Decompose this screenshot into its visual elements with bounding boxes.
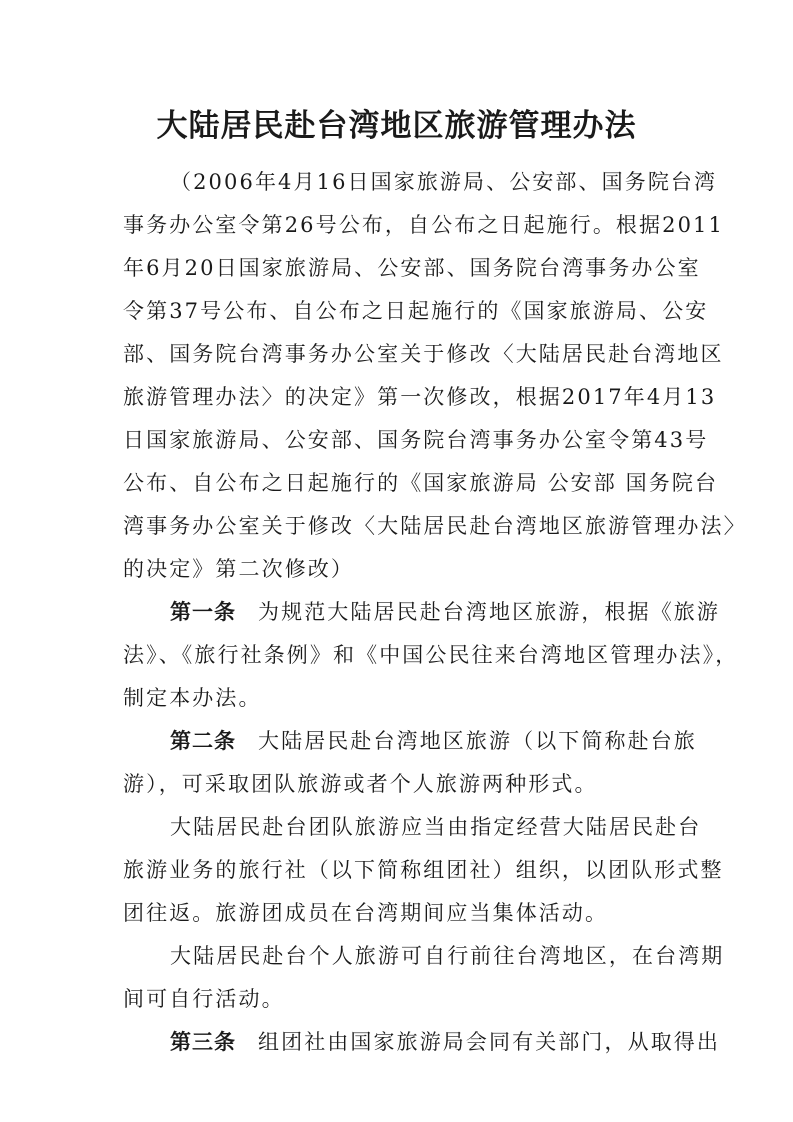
article-3-line — [170, 1027, 720, 1057]
preamble-line: 湾事务办公室关于修改〈大陆居民赴台湾地区旅游管理办法〉 — [123, 514, 747, 538]
article-2-line: 游），可采取团队旅游或者个人旅游两种形式。 — [123, 772, 598, 796]
article-2-para2-line: 大陆居民赴台团队旅游应当由指定经营大陆居民赴台 — [170, 815, 702, 839]
preamble-line: 公布、自公布之日起施行的《国家旅游局 公安部 国务院台 — [123, 471, 719, 495]
article-2-label: 第二条 — [170, 729, 236, 753]
article-2-line — [170, 726, 697, 756]
article-1-label: 第一条 — [170, 600, 236, 624]
preamble-line: （2006年4月16日国家旅游局、公安部、国务院台湾 — [170, 170, 718, 194]
preamble-line: 部、国务院台湾事务办公室关于修改〈大陆居民赴台湾地区 — [123, 342, 724, 366]
preamble-line: 日国家旅游局、公安部、国务院台湾事务办公室令第43号 — [123, 428, 709, 452]
article-2-para3-line: 间可自行活动。 — [123, 987, 285, 1011]
article-1-line — [170, 597, 720, 627]
article-1-line: 法》、《旅行社条例》和《中国公民往来台湾地区管理办法》， — [123, 643, 739, 667]
preamble-line: 事务办公室令第26号公布，自公布之日起施行。根据2011 — [123, 213, 724, 237]
preamble-line: 年6月20日国家旅游局、公安部、国务院台湾事务办公室 — [123, 256, 701, 280]
article-2-para3-line: 大陆居民赴台个人旅游可自行前往台湾地区，在台湾期 — [170, 944, 725, 968]
preamble-line: 的决定》第二次修改） — [123, 557, 354, 581]
article-2-para2-line: 旅游业务的旅行社（以下简称组团社）组织，以团队形式整 — [123, 858, 724, 882]
article-1-text: 为规范大陆居民赴台湾地区旅游，根据《旅游 — [258, 600, 720, 624]
preamble-line: 旅游管理办法〉的决定》第一次修改，根据2017年4月13 — [123, 385, 717, 409]
preamble-line: 令第37号公布、自公布之日起施行的《国家旅游局、公安 — [123, 299, 709, 323]
article-2-para2-line: 团往返。旅游团成员在台湾期间应当集体活动。 — [123, 901, 609, 925]
article-3-label: 第三条 — [170, 1030, 236, 1054]
article-2-text: 大陆居民赴台湾地区旅游（以下简称赴台旅 — [258, 729, 697, 753]
article-3-text: 组团社由国家旅游局会同有关部门，从取得出 — [258, 1030, 720, 1054]
article-1-line: 制定本办法。 — [123, 686, 262, 710]
document-title: 大陆居民赴台湾地区旅游管理办法 — [156, 108, 637, 144]
